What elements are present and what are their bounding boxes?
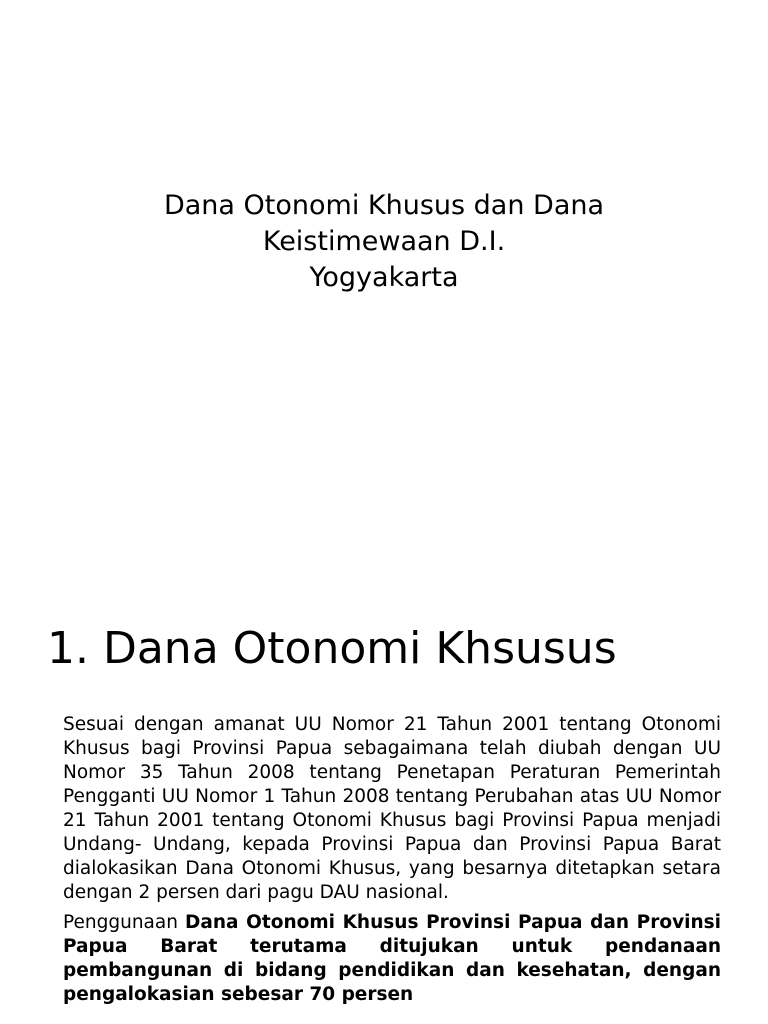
paragraph-2 — [63, 911, 721, 1007]
section-heading: 1. Dana Otonomi Khsusus — [47, 623, 617, 674]
title-line-3: Yogyakarta — [309, 262, 459, 293]
title-line-2: Keistimewaan D.I. — [262, 226, 506, 257]
content-slide — [0, 600, 768, 1024]
title-line-1: Dana Otonomi Khusus dan Dana — [163, 190, 605, 221]
body-text — [63, 713, 721, 1013]
document-title — [0, 188, 768, 296]
paragraph-2-lead: Penggunaan — [63, 912, 186, 933]
paragraph-2-bold: Dana Otonomi Khusus Provinsi Papua dan Provinsi Papua Barat terutama ditujukan untuk pendanaan pembangunan di bidang pendidikan dan kesehatan, dengan pengalokasian sebesar 70 persen — [63, 912, 721, 1005]
paragraph-1: Sesuai dengan amanat UU Nomor 21 Tahun 2001 tentang Otonomi Khusus bagi Provinsi Papua sebagaimana telah diubah dengan UU Nomor 35 Tahun 2008 tentang Penetapan Peraturan Pemerintah Pengganti UU Nomor 1 Tahun 2008 tentang Perubahan atas UU Nomor 21 Tahun 2001 tentang Otonomi Khusus bagi Provinsi Papua menjadi Undang- Undang, kepada Provinsi Papua dan Provinsi Papua Barat dialokasikan Dana Otonomi Khusus, yang besarnya ditetapkan setara dengan 2 persen dari pagu DAU nasional. — [63, 714, 721, 903]
